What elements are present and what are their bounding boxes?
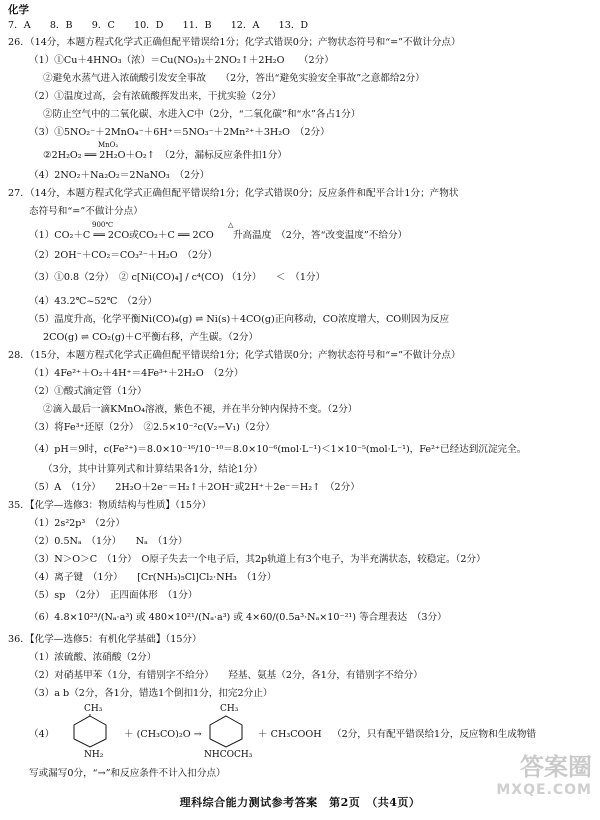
q27-condition-heat: △ xyxy=(228,221,234,229)
q36-header: 36．【化学—选修5：有机化学基础】（15分） xyxy=(8,634,202,645)
q36-part4-note: （2分，只有配平错误给1分，反应物和生成物错 xyxy=(332,729,537,740)
q27-part2: （2）2OH⁻＋CO₂＝CO₃²⁻＋H₂O （2分） xyxy=(29,250,218,261)
q27-header-1: 27．（14分，本题方程式化学式正确但配平错误给1分；化学式错误0分；反应条件和配平合计1分；产物状 xyxy=(8,188,459,199)
q26-part3a: （3）①5NO₂⁻＋2MnO₄⁻＋6H⁺＝5NO₃⁻＋2Mn²⁺＋3H₂O （2分） xyxy=(29,127,330,138)
q35-part5: （5）sp （2分） 正四面体形 （1分） xyxy=(29,590,198,601)
q26-part2b: ②防止空气中的二氧化碳、水进入C中（2分，“二氧化碳”和“水”各占1分） xyxy=(43,109,361,120)
q26-header: 26．（14分，本题方程式化学式正确但配平错误给1分；化学式错误0分；产物状态符号和“=”不做计分点） xyxy=(8,37,461,48)
watermark-url: MXQE.COM xyxy=(496,782,592,798)
watermark-text: 答案圈 xyxy=(520,753,592,781)
page-footer: 理科综合能力测试参考答案 第2页 （共4页） xyxy=(179,796,421,809)
q36-part2: （2）对硝基甲苯（1分，有错别字不给分） 羟基、氨基（2分，各1分，有错别字不给分） xyxy=(29,670,423,681)
choice-answers: 7．A 8．B 9．C 10．D 11．B 12．A 13．D xyxy=(8,20,309,31)
section-title: 化学 xyxy=(8,4,29,16)
q28-part3: （3）将Fe³⁺还原（2分） ②2.5×10⁻²c(V₂−V₁)（2分） xyxy=(29,422,275,433)
q28-part2a: （2）①酸式滴定管（1分） xyxy=(29,386,147,397)
q35-part2: （2）0.5Nₐ （1分） Nₐ （1分） xyxy=(29,536,188,547)
product-nhcoch3-label: NHCOCH₃ xyxy=(204,750,253,760)
reactant-ch3-label: CH₃ xyxy=(84,704,103,714)
q27-part1: （1）CO₂＋C ══ 2CO或CO₂＋C ══ 2CO 升高温度 （2分，答“改变温度”不给分） xyxy=(29,230,408,241)
reaction-reagent: ＋ (CH₃CO)₂O → xyxy=(124,729,202,740)
q27-header-2: 态符号和“=”不做计分点） xyxy=(29,206,143,217)
q26-catalyst-label: MnO₂ xyxy=(98,141,119,149)
q28-header: 28．（15分，本题方程式化学式正确但配平错误给1分；化学式错误0分；产物状态符号和“=”不做计分点） xyxy=(8,350,461,361)
q35-part3: （3）N＞O＞C （1分） O原子失去一个电子后，其2p轨道上有3个电子，为半充满状态，较稳定。（2分） xyxy=(29,554,486,565)
q36-part3: （3）a b（2分，各1分，错选1个倒扣1分，扣完2分止） xyxy=(29,688,273,699)
q26-part1a: （1）①Cu＋4HNO₃（浓）＝Cu(NO₃)₂＋2NO₂↑＋2H₂O （2分） xyxy=(29,55,334,66)
q26-part2a: （2）①温度过高，会有浓硫酸挥发出来，干扰实验（2分） xyxy=(29,91,282,102)
benzene-ring-icon xyxy=(70,714,110,748)
q35-part6: （6）4.8×10²³/(Nₐ·a³) 或 480×10²¹/(Nₐ·a³) 或 4×60/(0.5a³·Nₐ×10⁻²¹) 等合理表达 （3分） xyxy=(29,612,447,623)
q36-part1: （1）浓硫酸、浓硝酸（2分） xyxy=(29,652,157,663)
q27-part5b: 2CO(g) ⇌ CO₂(g)＋C平衡右移，产生碳。（2分） xyxy=(43,332,259,343)
q26-part3b: ②2H₂O₂ ══ 2H₂O＋O₂↑ （2分，漏标反应条件扣1分） xyxy=(43,150,287,161)
q28-part1: （1）4Fe²⁺＋O₂＋4H⁺＝4Fe³⁺＋2H₂O （2分） xyxy=(29,368,244,379)
q26-part1b: ②避免水蒸气进入浓硫酸引发安全事故 （2分，答出“避免实验安全事故”之意都给2分） xyxy=(43,73,425,84)
q35-part4: （4）离子键 （1分） [Cr(NH₃)₅Cl]Cl₂·NH₃ （1分） xyxy=(29,572,277,583)
q27-condition-900: 900℃ xyxy=(92,221,114,229)
reactant-nh2-label: NH₂ xyxy=(84,750,104,760)
q27-part3: （3）①0.8（2分） ② c[Ni(CO)₄] / c⁴(CO) （1分） ＜ （1分） xyxy=(29,272,326,283)
q28-part2b: ②滴入最后一滴KMnO₄溶液，紫色不褪，并在半分钟内保持不变。（2分） xyxy=(43,404,358,415)
q35-header: 35．【化学—选修3：物质结构与性质】（15分） xyxy=(8,500,212,511)
reaction-byproduct: ＋ CH₃COOH xyxy=(258,729,322,740)
watermark-logo xyxy=(480,752,592,808)
q26-part4: （4）2NO₂＋Na₂O₂＝2NaNO₃ （2分） xyxy=(29,170,210,181)
q28-part5: （5）A （1分） 2H₂O＋2e⁻＝H₂↑＋2OH⁻或2H⁺＋2e⁻＝H₂↑ （2分） xyxy=(29,482,360,493)
q36-part4-label: （4） xyxy=(29,729,55,740)
q27-part5a: （5）温度升高，化学平衡Ni(CO)₄(g) ⇌ Ni(s)＋4CO(g)正向移动，CO浓度增大，CO则因为反应 xyxy=(29,314,450,325)
q35-part1: （1）2s²2p³ （2分） xyxy=(29,518,125,529)
q28-part4a: （4）pH＝9时，c(Fe²⁺)＝8.0×10⁻¹⁶/10⁻¹⁰＝8.0×10⁻⁶(mol·L⁻¹)＜1×10⁻⁵(mol·L⁻¹)，Fe²⁺已经达到沉淀完全。 xyxy=(29,444,527,455)
q27-part4: （4）43.2℃~52℃ （2分） xyxy=(29,296,158,307)
product-ch3-label: CH₃ xyxy=(220,704,239,714)
q28-part4b: （3分，其中计算列式和计算结果各1分，结论1分） xyxy=(43,464,263,475)
benzene-ring-icon xyxy=(206,714,246,748)
q36-part4-note2: 写或漏写0分，“→”和反应条件不计入扣分点） xyxy=(29,768,226,779)
